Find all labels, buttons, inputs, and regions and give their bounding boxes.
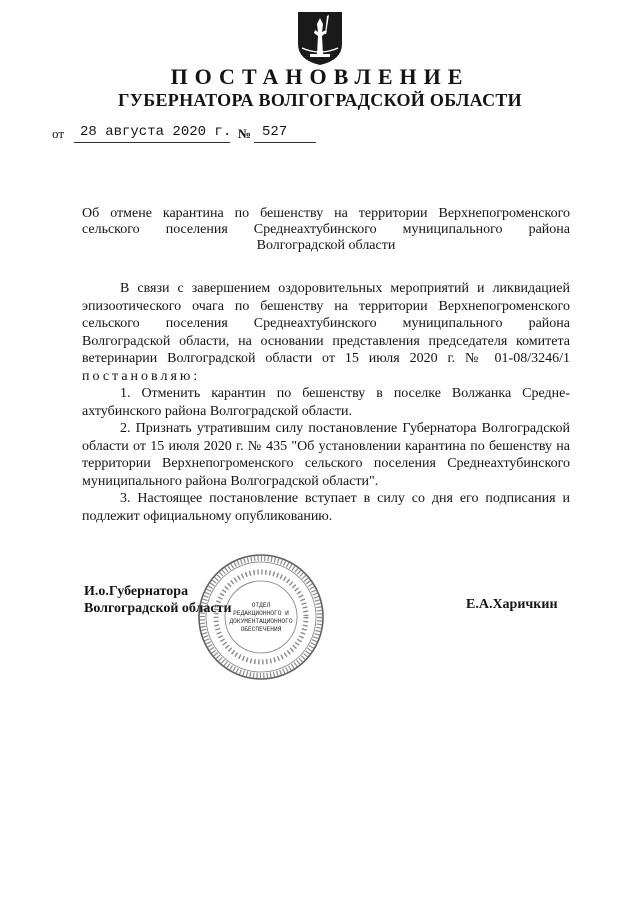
body-preamble (82, 280, 570, 385)
body-item-1: 1. Отменить карантин по бешенству в поселке Волжанка Средне-ахтубинского района Волгоградской области. (82, 386, 570, 419)
preamble-text: В связи с завершением оздоровительных мероприятий и ликвидацией эпизоотического очага по бешенству на территории Верхнепогроменского сельского поселения Среднеахтубинского муниципального района Волгоградской области, на основании представления председателя комитета ветеринарии Волгоградской области от 15 июля 2020 г. № 01-08/3246/1 (82, 281, 570, 366)
signer-title-line1: И.о.Губернатора (84, 584, 189, 599)
document-body (82, 280, 570, 525)
document-subtitle: ГУБЕРНАТОРА ВОЛГОГРАДСКОЙ ОБЛАСТИ (118, 90, 522, 110)
stamp-line-2: РЕДАКЦИОННОГО И (233, 610, 289, 617)
decree-word: постановляю: (82, 368, 201, 384)
official-stamp (196, 552, 326, 682)
stamp-line-1: ОТДЕЛ (251, 602, 271, 609)
signer-name: Е.А.Харичкин (466, 597, 558, 612)
document-date: 28 августа 2020 г. (80, 124, 232, 140)
number-underline (254, 142, 316, 143)
body-item-2: 2. Признать утратившим силу постановление Губернатора Волгоградской области от 15 июля 2020 г. № 435 "Об установлении карантина по бешенству на территории Верхнепогроменского сельского поселения Среднеахтубинского муниципального района Волгоградской области". (82, 421, 570, 489)
date-from-label: от (52, 126, 65, 141)
volgograd-emblem-icon (296, 10, 344, 66)
document-subject: Об отмене карантина по бешенству на территории Верхнепогроменского сельского поселения Среднеахтубинского муниципального района Волгоградской области (82, 206, 570, 253)
stamp-line-4: ОБЕСПЕЧЕНИЯ (240, 626, 282, 633)
document-title: ПОСТАНОВЛЕНИЕ (170, 64, 470, 89)
body-item-3: 3. Настоящее постановление вступает в силу со дня его подписания и подлежит официальному опубликованию. (82, 491, 570, 524)
number-label: № (238, 126, 252, 141)
document-number: 527 (262, 124, 288, 140)
date-underline (74, 142, 230, 143)
stamp-line-3: ДОКУМЕНТАЦИОННОГО (229, 618, 293, 625)
signer-title-line2: Волгоградской области (84, 601, 232, 616)
